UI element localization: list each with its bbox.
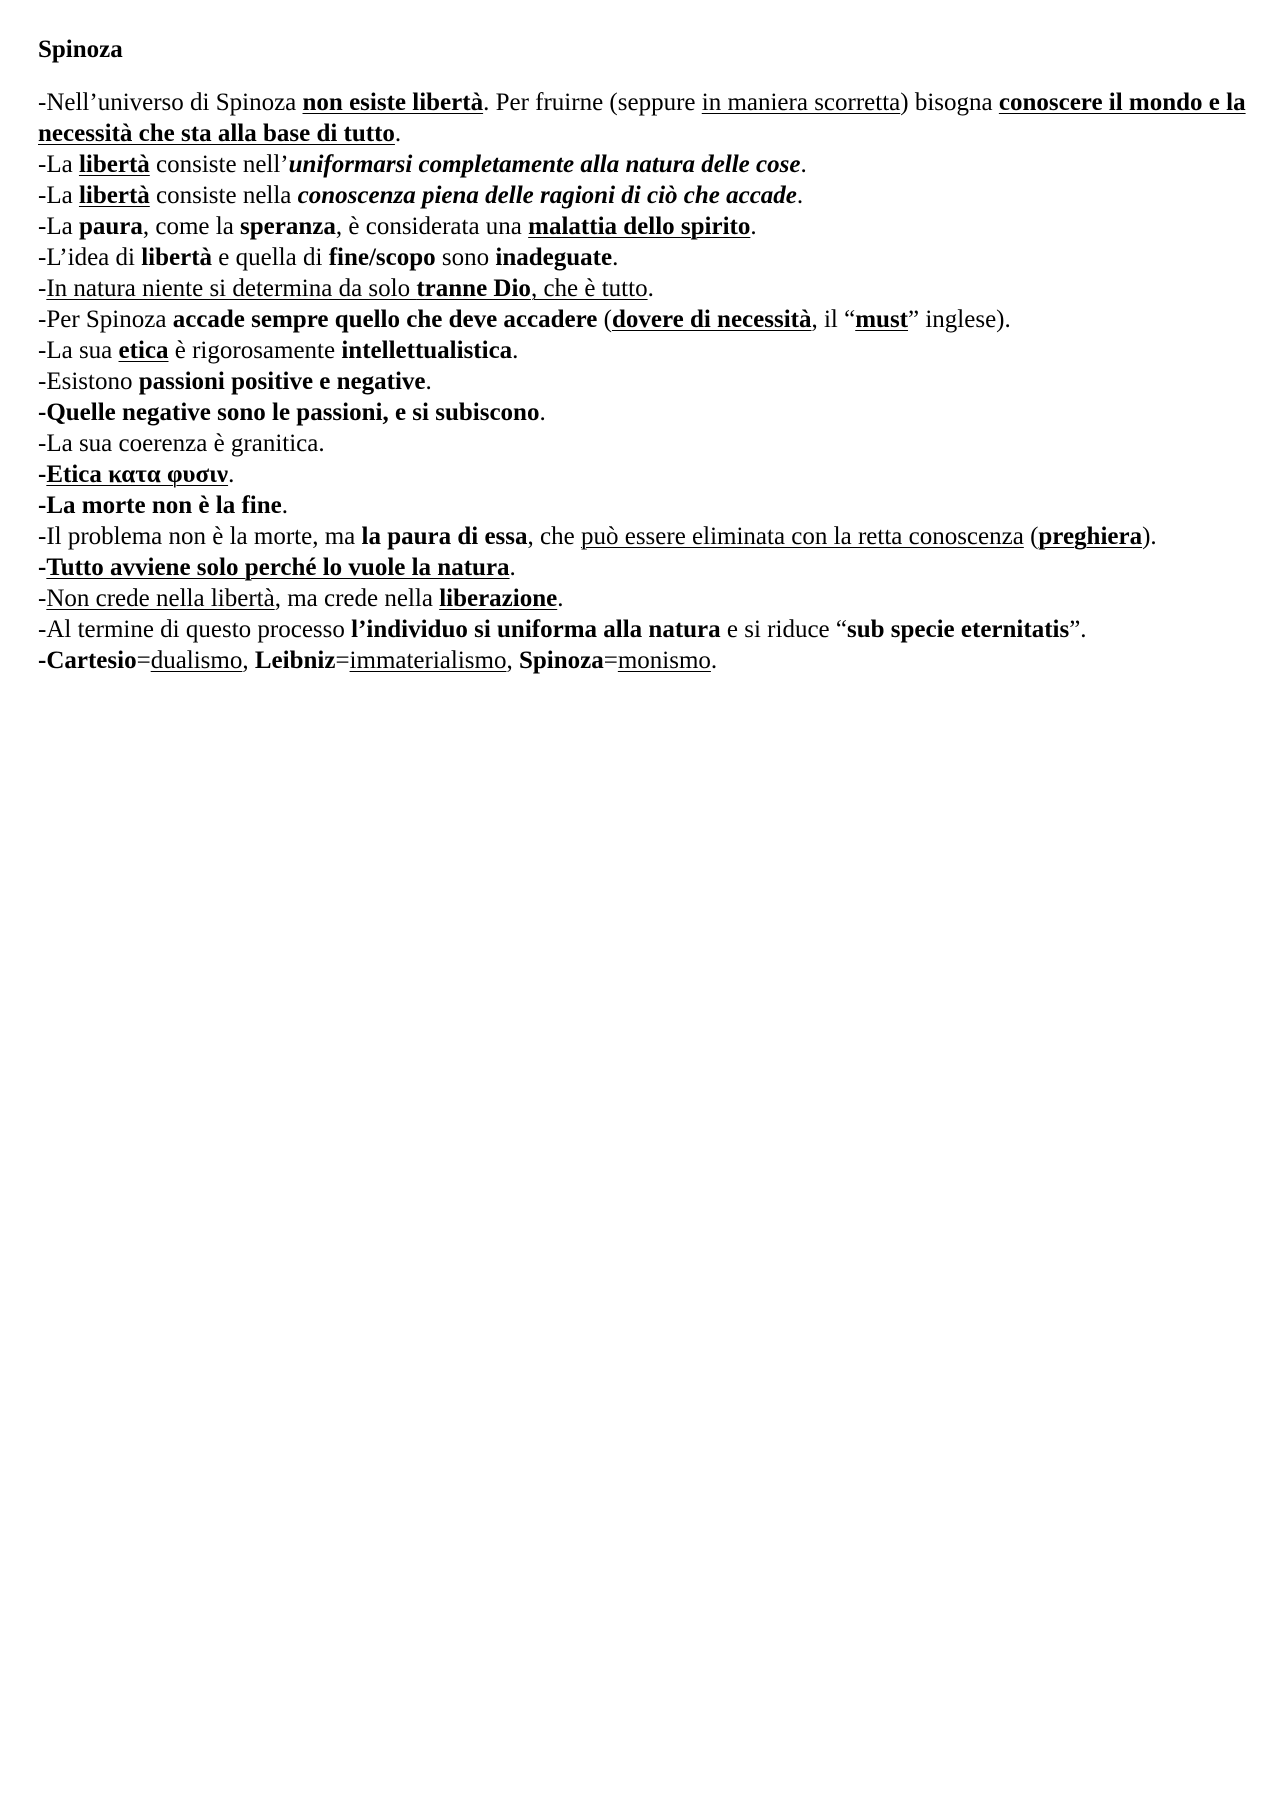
note-text-segment: - xyxy=(38,585,47,612)
note-line xyxy=(38,335,1248,366)
note-text-segment: Spinoza xyxy=(518,647,604,674)
note-text-segment: libertà xyxy=(141,244,213,271)
note-text-segment: fine/scopo xyxy=(328,244,436,271)
note-text-segment: speranza xyxy=(240,213,336,240)
note-text-segment: = xyxy=(136,647,151,674)
note-text-segment: libertà xyxy=(78,151,150,178)
note-text-segment: must xyxy=(855,306,909,333)
note-text-segment: monismo xyxy=(617,647,711,674)
note-text-segment: -Quelle negative sono le passioni, e si subiscono xyxy=(38,399,540,426)
note-text-segment: in maniera scorretta xyxy=(701,89,901,116)
note-text-segment: ( xyxy=(1023,523,1039,550)
note-text-segment: . xyxy=(710,647,718,674)
note-text-segment: la paura di essa xyxy=(361,523,528,550)
note-text-segment: ) bisogna xyxy=(900,89,999,116)
note-text-segment: dovere di necessità xyxy=(611,306,812,333)
note-text-segment: consiste nell’ xyxy=(149,151,289,178)
note-text-segment: , che xyxy=(527,523,581,550)
note-line xyxy=(38,304,1248,335)
notes-list xyxy=(38,87,1248,676)
note-text-segment: , è considerata una xyxy=(335,213,529,240)
note-text-segment: -Nell’universo di Spinoza xyxy=(38,89,303,116)
note-text-segment: , che è tutto xyxy=(530,275,648,302)
note-text-segment: Non crede nella libertà xyxy=(46,585,275,612)
note-text-segment: = xyxy=(335,647,350,674)
note-text-segment: malattia dello spirito xyxy=(528,213,751,240)
note-text-segment: . xyxy=(647,275,654,302)
note-text-segment: . xyxy=(796,182,804,209)
note-text-segment: -Esistono xyxy=(38,368,139,395)
document-page xyxy=(38,34,1248,676)
note-text-segment: . xyxy=(394,120,402,147)
note-text-segment: - xyxy=(38,461,47,488)
note-text-segment: liberazione xyxy=(439,585,558,612)
note-line xyxy=(38,552,1248,583)
note-text-segment: accade sempre quello che deve accadere xyxy=(172,306,598,333)
note-text-segment: -La xyxy=(38,213,79,240)
note-text-segment: -La xyxy=(38,151,79,178)
note-text-segment: consiste nella xyxy=(149,182,298,209)
note-text-segment: -L’idea di xyxy=(38,244,142,271)
note-text-segment: , xyxy=(242,647,255,674)
document-title: Spinoza xyxy=(38,36,123,63)
note-text-segment: l’individuo si uniforma alla natura xyxy=(351,616,721,643)
note-text-segment: - xyxy=(38,554,47,581)
note-text-segment: ). xyxy=(1142,523,1157,550)
note-text-segment: sub specie eternitatis xyxy=(847,616,1070,643)
note-line xyxy=(38,645,1248,676)
note-text-segment: . Per fruirne (seppure xyxy=(483,89,702,116)
note-text-segment: è rigorosamente xyxy=(168,337,342,364)
note-text-segment: , ma crede nella xyxy=(274,585,440,612)
note-text-segment: sono xyxy=(435,244,496,271)
note-text-segment: = xyxy=(603,647,618,674)
note-text-segment: Leibniz xyxy=(254,647,336,674)
note-text-segment: . xyxy=(800,151,807,178)
note-line xyxy=(38,211,1248,242)
note-text-segment: preghiera xyxy=(1038,523,1143,550)
note-text-segment: . xyxy=(509,554,516,581)
note-text-segment: . xyxy=(425,368,432,395)
note-line xyxy=(38,149,1248,180)
note-text-segment: , xyxy=(506,647,519,674)
note-text-segment: In natura niente si determina da solo xyxy=(46,275,417,302)
note-text-segment: conoscenza piena delle ragioni di ciò che accade xyxy=(297,182,797,209)
note-text-segment: tranne Dio xyxy=(416,275,531,302)
note-line xyxy=(38,614,1248,645)
note-text-segment: . xyxy=(539,399,546,426)
note-text-segment: ( xyxy=(597,306,612,333)
note-line xyxy=(38,428,1248,459)
note-text-segment: conoscere il mondo e la necessità che sta alla base di tutto xyxy=(38,89,1246,147)
note-text-segment: . xyxy=(281,492,288,519)
note-line xyxy=(38,521,1248,552)
note-text-segment: . xyxy=(750,213,757,240)
note-text-segment: immaterialismo xyxy=(349,647,507,674)
note-line xyxy=(38,490,1248,521)
note-line xyxy=(38,180,1248,211)
note-text-segment: intellettualistica xyxy=(341,337,513,364)
note-text-segment: -La sua xyxy=(38,337,119,364)
note-text-segment: -Il problema non è la morte, ma xyxy=(38,523,362,550)
note-text-segment: può essere eliminata con la retta conoscenza xyxy=(580,523,1024,550)
note-text-segment: . xyxy=(557,585,564,612)
note-text-segment: non esiste libertà xyxy=(302,89,484,116)
note-text-segment: paura xyxy=(78,213,143,240)
note-text-segment: . xyxy=(512,337,519,364)
note-line xyxy=(38,273,1248,304)
note-text-segment: dualismo xyxy=(150,647,243,674)
note-line xyxy=(38,87,1248,149)
note-text-segment: , come la xyxy=(142,213,241,240)
note-text-segment: -La sua coerenza è granitica. xyxy=(38,430,325,457)
note-text-segment: -Cartesio xyxy=(38,647,137,674)
note-text-segment: . xyxy=(228,461,235,488)
note-text-segment: etica xyxy=(118,337,169,364)
note-line xyxy=(38,366,1248,397)
note-text-segment: libertà xyxy=(78,182,150,209)
note-text-segment: uniformarsi completamente alla natura delle cose xyxy=(288,151,801,178)
note-text-segment: , il “ xyxy=(811,306,856,333)
note-line xyxy=(38,583,1248,614)
note-text-segment: e si riduce “ xyxy=(720,616,847,643)
note-line xyxy=(38,459,1248,490)
note-line xyxy=(38,242,1248,273)
note-text-segment: -Per Spinoza xyxy=(38,306,173,333)
note-text-segment: passioni positive e negative xyxy=(138,368,426,395)
note-text-segment: -La xyxy=(38,182,79,209)
note-text-segment: Tutto avviene solo perché lo vuole la natura xyxy=(46,554,510,581)
note-text-segment: . xyxy=(612,244,619,271)
note-text-segment: - xyxy=(38,275,47,302)
note-text-segment: inadeguate xyxy=(495,244,613,271)
note-text-segment: -La morte non è la fine xyxy=(38,492,282,519)
note-text-segment: ” inglese). xyxy=(908,306,1011,333)
note-text-segment: e quella di xyxy=(212,244,329,271)
note-text-segment: Etica κατα φυσιν xyxy=(46,461,229,488)
note-line xyxy=(38,397,1248,428)
note-text-segment: ”. xyxy=(1069,616,1087,643)
note-text-segment: -Al termine di questo processo xyxy=(38,616,352,643)
